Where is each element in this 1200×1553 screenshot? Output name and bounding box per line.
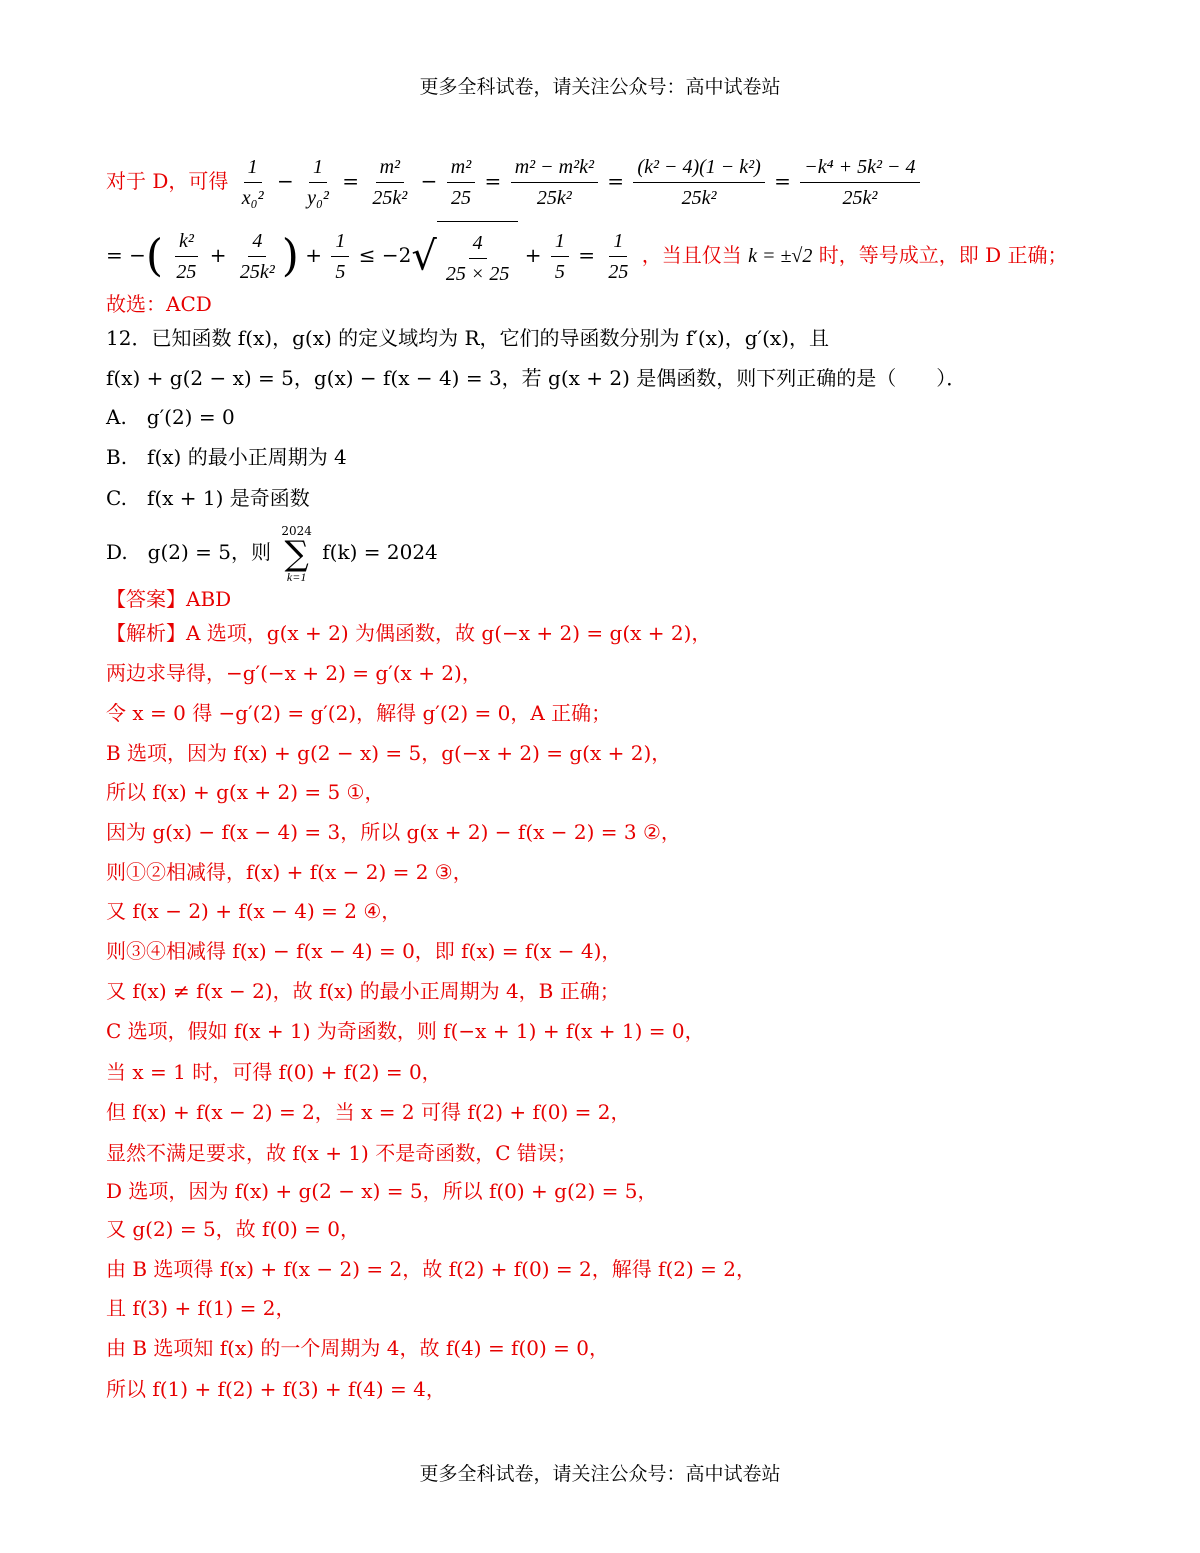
solution-line: 当 x = 1 时，可得 f(0) + f(2) = 0，: [106, 1060, 442, 1084]
q12-stem-1: 12．已知函数 f(x)，g(x) 的定义域均为 R，它们的导函数分别为 f′(x)，g′(x)，且: [106, 326, 829, 350]
solution-line: 显然不满足要求，故 f(x + 1) 不是奇函数，C 错误；: [106, 1141, 577, 1165]
solution-line: C 选项，假如 f(x + 1) 为奇函数，则 f(−x + 1) + f(x + 1) = 0，: [106, 1019, 705, 1043]
page-footer: 更多全科试卷，请关注公众号：高中试卷站: [419, 1463, 781, 1485]
option-d: D. g(2) = 5，则 2024 ∑ k=1 f(k) = 2024: [106, 523, 438, 584]
fraction: $\frac{4}{25 \times 25}$: [442, 228, 514, 289]
d-label: 对于 D，可得: [106, 169, 229, 193]
solution-line: 则③④相减得 f(x) − f(x − 4) = 0，即 f(x) = f(x − 4)，: [106, 939, 622, 963]
fraction: $\frac{1}{\text{y₀²}}$: [303, 152, 333, 213]
fraction: $\frac{\text{k²}}{25}$: [172, 226, 200, 287]
option-c: C. f(x + 1) 是奇函数: [106, 486, 310, 510]
fraction: $\frac{\text{m²}}{25}$: [447, 152, 475, 213]
answer-line: 【答案】ABD: [106, 587, 232, 611]
solution-line: 因为 g(x) − f(x − 4) = 3，所以 g(x + 2) − f(x − 2) = 3 ②，: [106, 820, 681, 844]
choose-line: 故选：ACD: [106, 292, 212, 316]
solution-line: 由 B 选项得 f(x) + f(x − 2) = 2，故 f(2) + f(0) = 2，解得 f(2) = 2，: [106, 1257, 756, 1281]
derivation-line-2: = −( $\frac{\text{k²}}{25}$ + $\frac{4}{\text{25k²}}$ ) + $\frac{1}{5}$ ≤ −2√ $\frac{4}{25 \times 25}$ + $\frac{1}{5}$ = $\frac{1}{25}$ ，当且仅当 k = ±√2 时，等号成立，即 D 正确；: [106, 220, 1068, 292]
solution-line: 且 f(3) + f(1) = 2，: [106, 1296, 296, 1320]
solution-line: 又 f(x − 2) + f(x − 4) = 2 ④，: [106, 899, 402, 923]
fraction: $\frac{\text{m²}}{\text{25k²}}$: [368, 152, 411, 213]
fraction: $\frac{1}{25}$: [604, 226, 632, 287]
fraction: $\frac{4}{\text{25k²}}$: [236, 226, 279, 287]
summation: 2024 ∑ k=1: [281, 523, 312, 584]
solution-line: 所以 f(x) + g(x + 2) = 5 ①，: [106, 780, 385, 804]
fraction: $\frac{1}{5}$: [331, 226, 349, 287]
solution-line: 则①②相减得，f(x) + f(x − 2) = 2 ③，: [106, 860, 473, 884]
option-a: A. g′(2) = 0: [106, 405, 235, 429]
fraction: $\frac{\text{−k⁴ + 5k² − 4}}{\text{25k²}}$: [800, 152, 919, 213]
fraction: $\frac{1}{5}$: [551, 226, 569, 287]
solution-line: 又 f(x) ≠ f(x − 2)，故 f(x) 的最小正周期为 4，B 正确；: [106, 979, 620, 1003]
solution-line: 【解析】A 选项，g(x + 2) 为偶函数，故 g(−x + 2) = g(x + 2)，: [106, 621, 712, 645]
equality-condition: ，当且仅当 k = ±√2 时，等号成立，即 D 正确；: [641, 243, 1068, 267]
solution-line: 令 x = 0 得 −g′(2) = g′(2)，解得 g′(2) = 0，A 正确；: [106, 701, 612, 725]
solution-line: 两边求导得，−g′(−x + 2) = g′(x + 2)，: [106, 661, 482, 685]
fraction: $\frac{\text{(k² − 4)(1 − k²)}}{\text{25k²}}$: [633, 152, 764, 213]
solution-line: 所以 f(1) + f(2) + f(3) + f(4) = 4，: [106, 1377, 446, 1401]
page-header: 更多全科试卷，请关注公众号：高中试卷站: [419, 76, 781, 98]
solution-line: 由 B 选项知 f(x) 的一个周期为 4，故 f(4) = f(0) = 0，: [106, 1336, 609, 1360]
solution-line: 又 g(2) = 5，故 f(0) = 0，: [106, 1217, 360, 1241]
solution-line: B 选项，因为 f(x) + g(2 − x) = 5，g(−x + 2) = g(x + 2)，: [106, 741, 672, 765]
derivation-line-1: 对于 D，可得 $\frac{1}{\text{x₀²}}$ − $\frac{1}{\text{y₀²}}$ = $\frac{\text{m²}}{\text{25k²}}$ − $\frac{\text{m²}}{25}$ = $\frac{\text{m² − m²k²}}{\text{25k²}}$ = $\frac{\text{(k² − 4)(1 − k²)}}{\text{25k²}}$ = $\frac{\text{−k⁴ + 5k² − 4}}{\text{25k²}}$: [106, 146, 923, 216]
option-b: B. f(x) 的最小正周期为 4: [106, 445, 347, 469]
q12-stem-2: f(x) + g(2 − x) = 5，g(x) − f(x − 4) = 3，若 g(x + 2) 是偶函数，则下列正确的是（ ）．: [106, 366, 967, 390]
fraction: $\frac{\text{m² − m²k²}}{\text{25k²}}$: [511, 152, 598, 213]
fraction: $\frac{1}{\text{x₀²}}$: [238, 152, 268, 213]
solution-line: D 选项，因为 f(x) + g(2 − x) = 5，所以 f(0) + g(2) = 5，: [106, 1179, 658, 1203]
solution-line: 但 f(x) + f(x − 2) = 2，当 x = 2 可得 f(2) + f(0) = 2，: [106, 1100, 631, 1124]
